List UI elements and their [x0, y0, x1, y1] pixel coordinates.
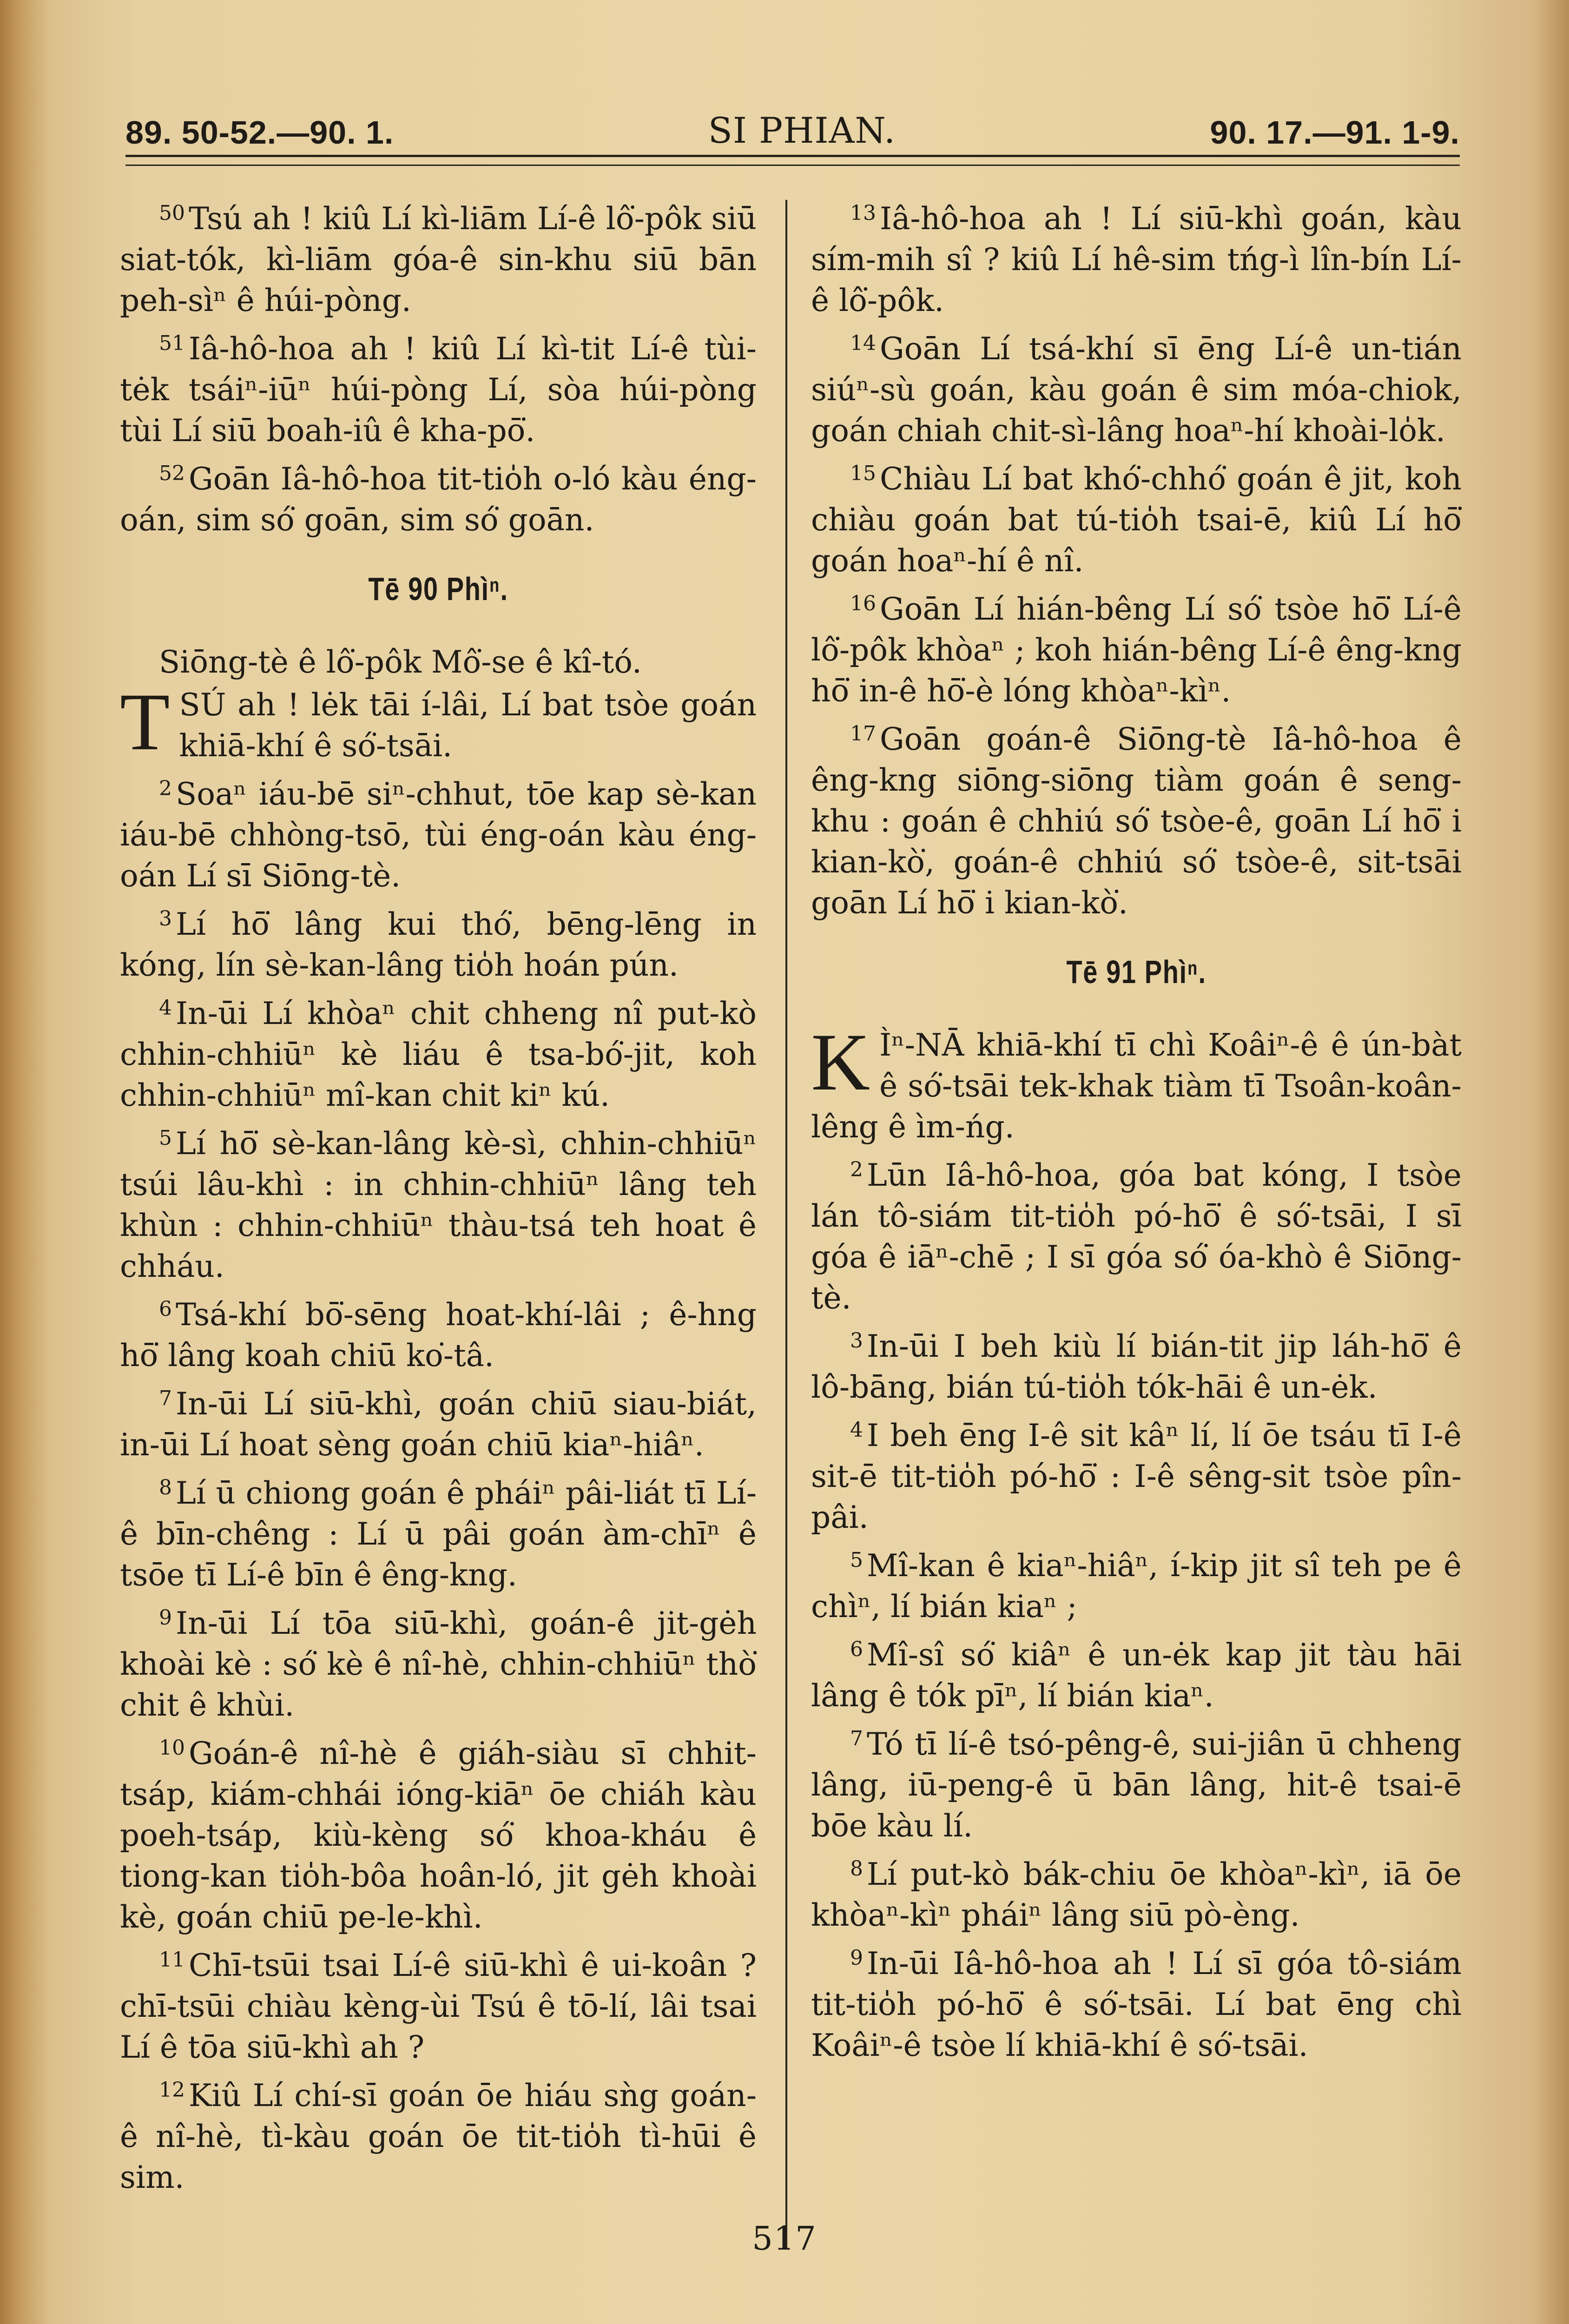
verse-number: 52	[159, 462, 185, 485]
verse-text: Kiû Lí chí-sī goán ōe hiáu sǹg goán-ê nî-hè, tì-kàu goán ōe tit-tio̍h tì-hūi ê sim.	[120, 2078, 757, 2195]
verse-number: 9	[850, 1946, 863, 1970]
running-header	[125, 100, 1460, 151]
verse	[811, 1149, 1462, 1319]
verse-text: Iâ-hô-hoa ah ! Lí siū-khì goán, kàu sím-mih sî ? kiû Lí hê-sim tńg-ì lîn-bín Lí-ê lô͘-pôk.	[811, 201, 1462, 318]
verse	[120, 1289, 757, 1376]
verse	[120, 898, 757, 986]
verse-number: 10	[159, 1736, 185, 1760]
verse-number: 2	[850, 1158, 863, 1182]
verse-number: 4	[850, 1418, 863, 1442]
verse	[811, 1629, 1462, 1717]
verse-text: Lí put-kò bák-chiu ōe khòaⁿ-kìⁿ, iā ōe khòaⁿ-kìⁿ pháiⁿ lâng siū pò-èng.	[811, 1856, 1462, 1933]
verse	[811, 583, 1462, 712]
verse	[811, 323, 1462, 451]
verse-number: 11	[159, 1948, 185, 1972]
verse-number: 16	[850, 592, 876, 615]
verse-number: 50	[159, 201, 185, 225]
header-right-reference: 90. 17.—91. 1-9.	[1210, 114, 1460, 151]
verse-number: 51	[159, 331, 185, 355]
verse-text: Tsá-khí bō͘-sēng hoat-khí-lâi ; ê-hng hō͘ lâng koah chiū ko͘-tâ.	[120, 1297, 757, 1373]
verse	[120, 1940, 757, 2068]
verse-number: 7	[159, 1386, 172, 1410]
header-book-title: SI PHIAN.	[708, 110, 896, 151]
verse	[120, 323, 757, 451]
header-left-reference: 89. 50-52.—90. 1.	[125, 114, 394, 151]
verse	[811, 1320, 1462, 1408]
verse-text: Ìⁿ-NĀ khiā-khí tī chì Koâiⁿ-ê ê ún-bàt ê só͘-tsāi tek-khak tiàm tī Tsoân-koân-lêng ê ìm-ńg.	[811, 1027, 1462, 1145]
verse-text: Soaⁿ iáu-bē siⁿ-chhut, tōe kap sè-kan iáu-bē chhòng-tsō, tùi éng-oán kàu éng-oán Lí sī Siōng-tè.	[120, 776, 757, 894]
chapter-heading: Tē 91 Phìⁿ.	[1066, 954, 1206, 990]
verse	[811, 1718, 1462, 1847]
verse-text: Chī-tsūi tsai Lí-ê siū-khì ê ui-koân ? chī-tsūi chiàu kèng-ùi Tsú ê tō-lí, lâi tsai Lí ê tōa siū-khì ah ?	[120, 1948, 757, 2065]
verse	[120, 193, 757, 321]
verse-text: Goān Lí hián-bêng Lí só͘ tsòe hō͘ Lí-ê lô͘-pôk khòaⁿ ; koh hián-bêng Lí-ê êng-kng hō͘ in-ê hō͘-è lóng khòaⁿ-kìⁿ.	[811, 591, 1462, 709]
verse-first	[120, 677, 757, 767]
verse-text: Mî-kan ê kiaⁿ-hiâⁿ, í-kip jit sî teh pe ê chìⁿ, lí bián kiaⁿ ;	[811, 1548, 1462, 1624]
column-divider	[785, 200, 787, 2250]
verse	[811, 1849, 1462, 1936]
verse-number: 7	[850, 1727, 863, 1750]
verse-text: Lí hō͘ sè-kan-lâng kè-sì, chhin-chhiūⁿ tsúi lâu-khì : in chhin-chhiūⁿ lâng teh khùn : chhin-chhiūⁿ thàu-tsá teh hoat ê chháu.	[120, 1126, 757, 1284]
verse-number: 5	[159, 1126, 172, 1150]
verse-number: 4	[159, 996, 172, 1020]
verse	[120, 2070, 757, 2198]
verse-text: Goān Iâ-hô-hoa tit-tio̍h o-ló kàu éng-oán, sim só͘ goān, sim só͘ goān.	[120, 461, 757, 538]
right-column	[811, 193, 1462, 2068]
verse	[811, 1540, 1462, 1627]
verse-text: Lūn Iâ-hô-hoa, góa bat kóng, I tsòe lán tô-siám tit-tio̍h pó-hō͘ ê só͘-tsāi, I sī góa ê iāⁿ-chē ; I sī góa só͘ óa-khò ê Siōng-tè.	[811, 1157, 1462, 1316]
verse-number: 6	[850, 1637, 863, 1661]
verse	[120, 1378, 757, 1466]
drop-cap: K	[811, 1017, 870, 1108]
verse-text: Tó tī lí-ê tsó-pêng-ê, sui-jiân ū chheng lâng, iū-peng-ê ū bān lâng, hit-ê tsai-ē bōe kàu lí.	[811, 1726, 1462, 1844]
verse	[120, 1728, 757, 1938]
chapter-heading: Tē 90 Phìⁿ.	[368, 571, 508, 607]
verse-text: I beh ēng I-ê sit kâⁿ lí, lí ōe tsáu tī I-ê sit-ē tit-tio̍h pó-hō͘ : I-ê sêng-sit tsòe pîn-pâi.	[811, 1418, 1462, 1535]
verse-text: Lí ū chiong goán ê pháiⁿ pâi-liát tī Lí-ê bīn-chêng : Lí ū pâi goán àm-chīⁿ ê tsōe tī Lí-ê bīn ê êng-kng.	[120, 1475, 757, 1593]
verse-text: In-ūi Lí tōa siū-khì, goán-ê jit-gėh khoài kè : só͘ kè ê nî-hè, chhin-chhiūⁿ thò͘ chit ê khùi.	[120, 1605, 757, 1723]
verse-text: In-ūi Iâ-hô-hoa ah ! Lí sī góa tô-siám tit-tio̍h pó-hō͘ ê só͘-tsāi. Lí bat ēng chì Koâiⁿ-ê tsòe lí khiā-khí ê só͘-tsāi.	[811, 1946, 1462, 2063]
chapter-subtitle: Siōng-tè ê lô͘-pôk Mô͘-se ê kî-tó.	[159, 644, 642, 680]
verse-number: 14	[850, 331, 876, 355]
drop-cap: T	[120, 677, 170, 767]
verse-text: SÚ ah ! lėk tāi í-lâi, Lí bat tsòe goán khiā-khí ê só͘-tsāi.	[179, 687, 757, 764]
verse-text: In-ūi Lí siū-khì, goán chiū siau-biát, in-ūi Lí hoat sèng goán chiū kiaⁿ-hiâⁿ.	[120, 1386, 757, 1463]
verse-text: Goán-ê nî-hè ê giáh-siàu sī chhit-tsáp, kiám-chhái ióng-kiāⁿ ōe chiáh kàu poeh-tsáp, kiù-kèng só͘ khoa-kháu ê tiong-kan tio̍h-bôa hoân-ló, jit gėh khoài kè, goán chiū pe-le-khì.	[120, 1736, 757, 1935]
verse-text: Tsú ah ! kiû Lí kì-liām Lí-ê lô͘-pôk siū siat-tók, kì-liām góa-ê sin-khu siū bān peh-sìⁿ ê húi-pòng.	[120, 201, 757, 318]
left-column	[120, 193, 757, 2200]
verse-text: Chiàu Lí bat khó͘-chhó͘ goán ê jit, koh chiàu goán bat tú-tio̍h tsai-ē, kiû Lí hō͘ goán hoaⁿ-hí ê nî.	[811, 461, 1462, 579]
verse-number: 15	[850, 462, 876, 485]
verse-number: 5	[850, 1548, 863, 1572]
verse	[811, 1938, 1462, 2066]
verse	[120, 1467, 757, 1596]
verse-number: 17	[850, 722, 876, 746]
verse	[120, 988, 757, 1116]
verse-text: Mî-sî só͘ kiâⁿ ê un-ėk kap jit tàu hāi lâng ê tók pīⁿ, lí bián kiaⁿ.	[811, 1637, 1462, 1714]
verse-text: In-ūi I beh kiù lí bián-tit jip láh-hō͘ ê lô-bāng, bián tú-tio̍h tók-hāi ê un-ėk.	[811, 1328, 1462, 1405]
verse-number: 2	[159, 777, 172, 800]
verse-text: Iâ-hô-hoa ah ! kiû Lí kì-tit Lí-ê tùi-tėk tsáiⁿ-iūⁿ húi-pòng Lí, sòa húi-pòng tùi Lí siū boah-iû ê kha-pō͘.	[120, 331, 757, 449]
verse-number: 13	[850, 201, 876, 225]
verse	[811, 193, 1462, 321]
verse	[120, 768, 757, 897]
verse-text: Goān goán-ê Siōng-tè Iâ-hô-hoa ê êng-kng siōng-siōng tiàm goán ê seng-khu : goán ê chhiú só͘ tsòe-ê, goān Lí hō͘ i kian-kò͘, goán-ê chhiú só͘ tsòe-ê, sit-tsāi goān Lí hō͘ i kian-kò͘.	[811, 721, 1462, 921]
verse-number: 8	[850, 1857, 863, 1881]
verse-text: In-ūi Lí khòaⁿ chit chheng nî put-kò chhin-chhiūⁿ kè liáu ê tsa-bó͘-jit, koh chhin-chhiūⁿ mî-kan chit kiⁿ kú.	[120, 996, 757, 1113]
verse	[811, 453, 1462, 581]
header-double-rule	[125, 155, 1460, 166]
verse-first	[811, 1017, 1462, 1148]
verse-text: Goān Lí tsá-khí sī ēng Lí-ê un-tián siúⁿ-sù goán, kàu goán ê sim móa-chiok, goán chiah chit-sì-lâng hoaⁿ-hí khoài-lo̍k.	[811, 331, 1462, 449]
verse	[120, 1598, 757, 1726]
page-number: 517	[752, 2219, 817, 2258]
verse-text: Lí hō͘ lâng kui thó͘, bēng-lēng in kóng, lín sè-kan-lâng tio̍h hoán pún.	[120, 906, 757, 983]
verse-number: 12	[159, 2078, 185, 2102]
verse-number: 8	[159, 1476, 172, 1499]
verse-number: 3	[159, 907, 172, 931]
verse	[811, 1410, 1462, 1538]
verse	[120, 1118, 757, 1287]
verse	[811, 713, 1462, 924]
verse-number: 3	[850, 1329, 863, 1353]
verse	[120, 453, 757, 541]
verse-number: 6	[159, 1297, 172, 1321]
verse-number: 9	[159, 1606, 172, 1630]
